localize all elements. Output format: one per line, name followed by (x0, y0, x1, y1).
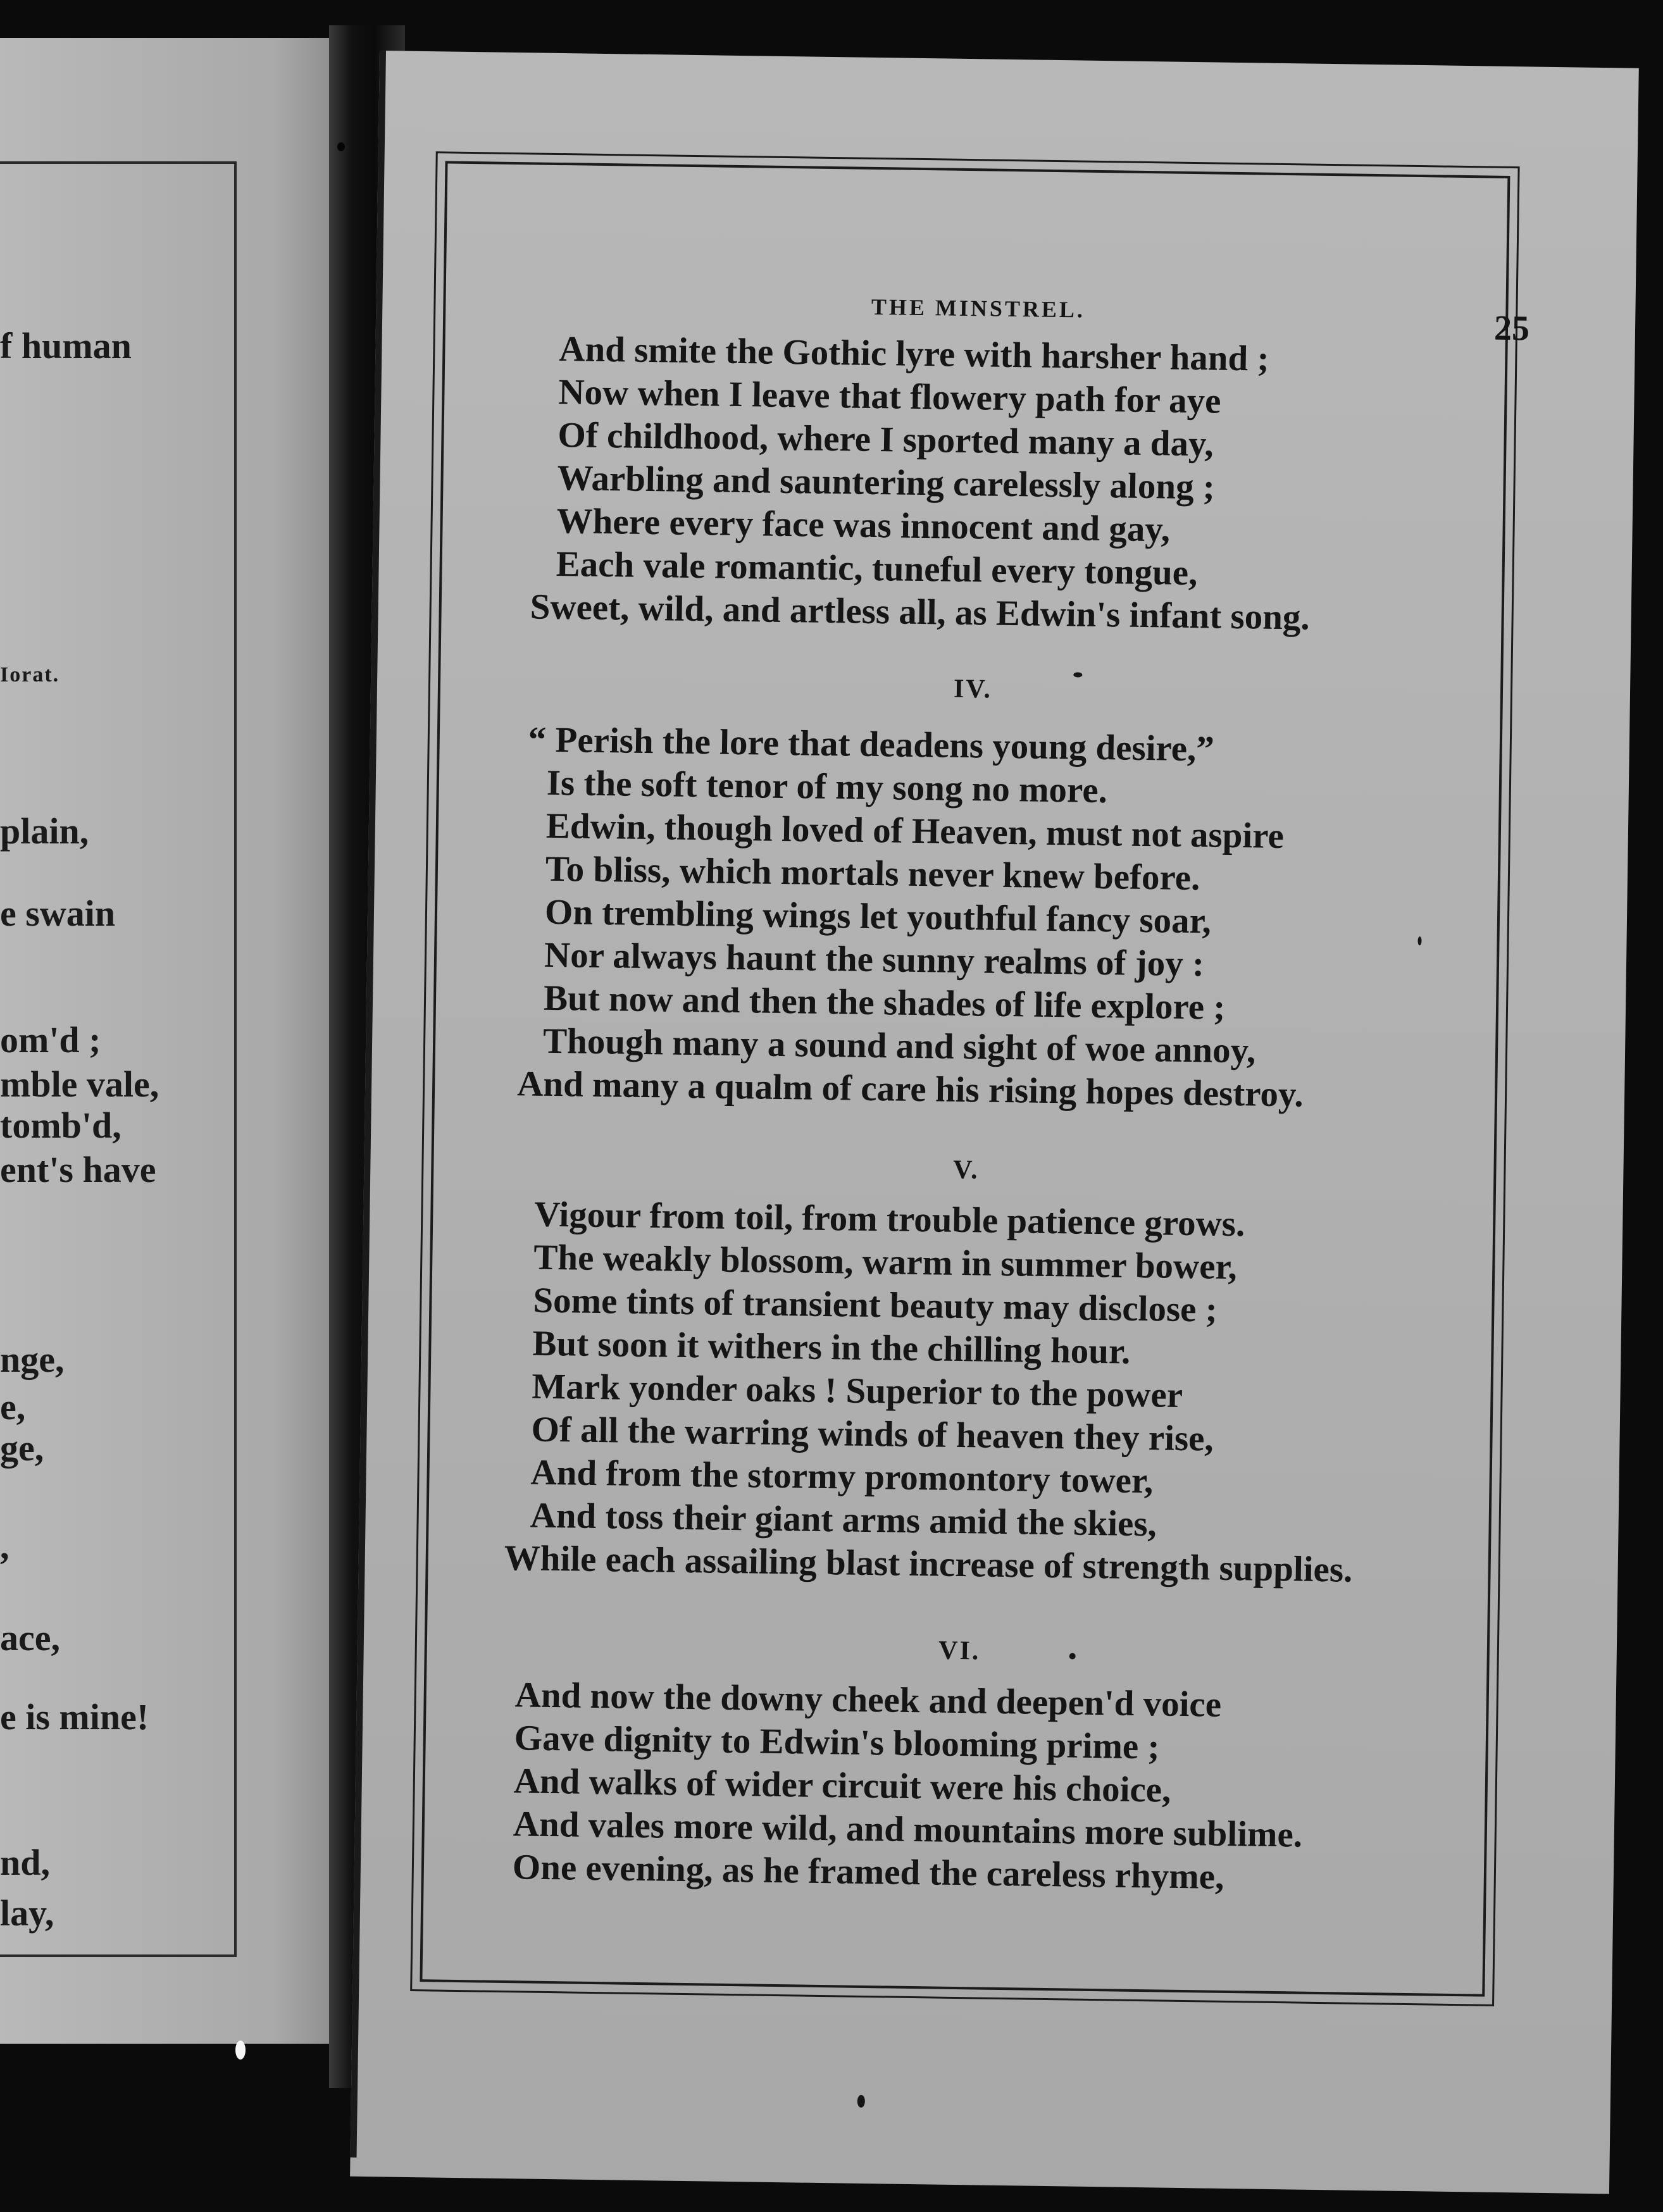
left-line: lay, (0, 1892, 54, 1934)
verse-line: And toss their giant arms amid the skies, (530, 1495, 1157, 1544)
verse-line: The weakly blossom, warm in summer bower, (533, 1237, 1238, 1288)
stanza-number: VI. (938, 1636, 981, 1666)
verse-line: Mark yonder oaks ! Superior to the power (532, 1366, 1183, 1415)
verse-line: One evening, as he framed the careless rhyme, (512, 1847, 1224, 1897)
verse-line: Now when I leave that flowery path for aye (558, 371, 1221, 421)
right-page (350, 51, 1639, 2194)
left-line: , (0, 1525, 9, 1567)
left-line: mble vale, (0, 1064, 159, 1105)
left-line: om'd ; (0, 1019, 101, 1060)
verse-line: But soon it withers in the chilling hour. (532, 1323, 1131, 1372)
verse-line: Warbling and sauntering carelessly along ; (557, 457, 1216, 507)
left-line: f human (0, 325, 132, 366)
left-line: nge, (0, 1339, 65, 1380)
verse-line: But now and then the shades of life explore ; (543, 978, 1226, 1028)
ink-speck (1417, 936, 1421, 945)
verse-line: While each assailing blast increase of strength supplies. (504, 1538, 1353, 1590)
verse-line: Nor always haunt the sunny realms of joy : (544, 935, 1205, 985)
left-line: ent's have (0, 1149, 156, 1190)
verse-line: On trembling wings let youthful fancy soar, (544, 892, 1212, 941)
left-line: e swain (0, 893, 116, 934)
verse-line: To bliss, which mortals never knew before. (545, 848, 1200, 898)
verse-line: And from the stormy promontory tower, (530, 1452, 1154, 1501)
verse-line: Edwin, though loved of Heaven, must not aspire (545, 805, 1285, 857)
verse-line: And vales more wild, and mountains more sublime. (513, 1804, 1303, 1855)
verse-line: Though many a sound and sight of woe annoy, (542, 1021, 1256, 1071)
verse-line: Of all the warring winds of heaven they rise, (531, 1409, 1214, 1459)
left-line: Iorat. (0, 663, 60, 687)
left-line: nd, (0, 1842, 51, 1883)
verse-line: Of childhood, where I sported many a day, (557, 414, 1214, 464)
verse-line: And walks of wider circuit were his choice, (513, 1761, 1171, 1810)
ink-speck (1069, 1653, 1076, 1659)
left-line: ace, (0, 1617, 60, 1658)
left-line: e, (0, 1386, 26, 1427)
ink-speck (1073, 672, 1082, 677)
verse-line: And smite the Gothic lyre with harsher hand ; (559, 329, 1269, 379)
left-line: e is mine! (0, 1696, 149, 1737)
left-line: ge, (0, 1427, 44, 1469)
verse-line: And now the downy cheek and deepen'd voice (514, 1675, 1222, 1725)
left-line: tomb'd, (0, 1105, 121, 1146)
verse-line: And many a qualm of care his rising hopes destroy. (516, 1064, 1304, 1115)
verse-line: Sweet, wild, and artless all, as Edwin's infant song. (530, 587, 1311, 638)
verse-line: Vigour from toil, from trouble patience grows. (533, 1194, 1245, 1245)
page-number: 25 (1493, 308, 1530, 349)
verse-line: “ Perish the lore that deadens young desire,” (528, 719, 1215, 769)
verse-line: Each vale romantic, tuneful every tongue, (556, 544, 1198, 593)
left-line: plain, (0, 811, 89, 852)
text-border-frame (420, 161, 1530, 1996)
running-title: THE MINSTREL. (871, 294, 1086, 323)
left-page (0, 38, 345, 2044)
stanza-number: V. (952, 1155, 980, 1185)
ink-spot (337, 142, 345, 151)
verse-line: Where every face was innocent and gay, (556, 500, 1171, 550)
stanza-number: IV. (953, 674, 993, 704)
verse-line: Is the soft tenor of my song no more. (546, 762, 1108, 811)
dust-speck (235, 2041, 246, 2060)
verse-line: Some tints of transient beauty may disclose ; (533, 1280, 1218, 1330)
verse-line: Gave dignity to Edwin's blooming prime ; (514, 1718, 1160, 1767)
